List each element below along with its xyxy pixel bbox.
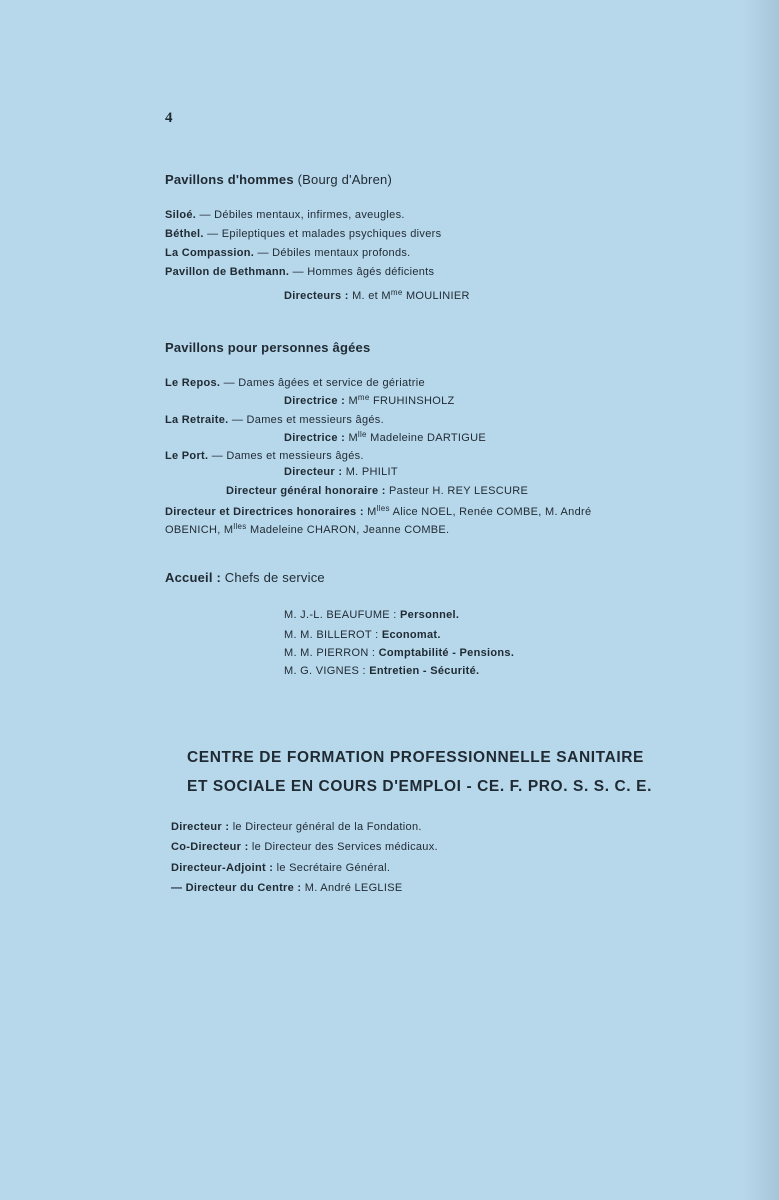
list-item: M. M. BILLEROT : Economat.: [284, 629, 441, 641]
list-item: Béthel. — Epileptiques et malades psychiques divers: [165, 228, 442, 240]
list-item: Pavillon de Bethmann. — Hommes âgés déficients: [165, 266, 435, 278]
section-heading-pavillons-ages: Pavillons pour personnes âgées: [165, 340, 371, 355]
list-item: La Compassion. — Débiles mentaux profonds.: [165, 247, 411, 259]
honoraires-line: Directeur et Directrices honoraires : $M^{lles}$ Alice NOEL, Renée COMBE, M. André: [165, 504, 592, 518]
list-item: Le Port. — Dames et messieurs âgés.: [165, 450, 364, 462]
honoraires-line-continued: OBENICH, $M^{lles}$ Madeleine CHARON, Jeanne COMBE.: [165, 522, 450, 536]
list-item: Directeur-Adjoint : le Secrétaire Général.: [171, 862, 391, 874]
centre-title-line-1: CENTRE DE FORMATION PROFESSIONNELLE SANITAIRE: [187, 749, 644, 766]
role-line: Directrice : $M^{lle}$ Madeleine DARTIGUE: [284, 430, 487, 444]
role-line: Directeur : M. PHILIT: [284, 466, 398, 478]
list-item: La Retraite. — Dames et messieurs âgés.: [165, 414, 384, 426]
page-number: 4: [165, 110, 173, 126]
list-item: Siloé. — Débiles mentaux, infirmes, aveugles.: [165, 209, 405, 221]
dg-honoraire-line: Directeur général honoraire : Pasteur H. REY LESCURE: [226, 485, 529, 497]
section-heading-accueil: Accueil : Chefs de service: [165, 570, 325, 585]
list-item: Directeur : le Directeur général de la Fondation.: [171, 821, 422, 833]
list-item: — Directeur du Centre : M. André LEGLISE: [171, 882, 403, 894]
list-item: Le Repos. — Dames âgées et service de gériatrie: [165, 377, 425, 389]
list-item: Co-Directeur : le Directeur des Services médicaux.: [171, 841, 438, 853]
centre-title-line-2: ET SOCIALE EN COURS D'EMPLOI - CE. F. PRO. S. S. C. E.: [187, 778, 652, 795]
list-item: M. J.-L. BEAUFUME : Personnel.: [284, 609, 460, 621]
page-edge-shadow: [743, 0, 779, 1200]
role-line: Directrice : $M^{me}$ FRUHINSHOLZ: [284, 393, 455, 407]
list-item: M. M. PIERRON : Comptabilité - Pensions.: [284, 647, 515, 659]
directeurs-line: Directeurs : M. et $M^{me}$ MOULINIER: [284, 288, 470, 302]
section-heading-pavillons-hommes: Pavillons d'hommes (Bourg d'Abren): [165, 172, 392, 187]
list-item: M. G. VIGNES : Entretien - Sécurité.: [284, 665, 480, 677]
